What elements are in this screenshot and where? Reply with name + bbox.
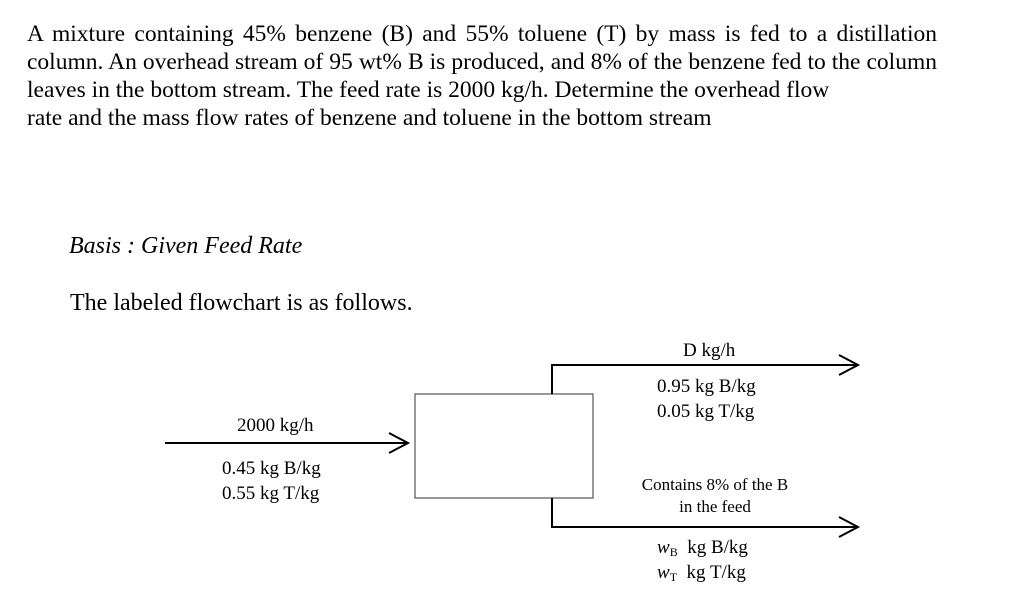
overhead-toluene-fraction: 0.05 kg T/kg — [657, 401, 755, 422]
bottom-toluene-subscript: T — [669, 570, 678, 584]
flowchart-intro: The labeled flowchart is as follows. — [70, 290, 413, 316]
feed-toluene-fraction: 0.55 kg T/kg — [222, 483, 320, 504]
bottom-benzene-fraction — [657, 536, 748, 564]
overhead-rate-label: D kg/h — [683, 340, 736, 361]
bottom-toluene-fraction — [657, 561, 746, 589]
problem-text-last-line: rate and the mass flow rates of benzene and toluene in the bottom stream — [27, 105, 712, 131]
bottom-note-line2: in the feed — [679, 497, 751, 516]
bottom-benzene-unit: kg B/kg — [687, 537, 748, 558]
overhead-benzene-fraction: 0.95 kg B/kg — [657, 376, 756, 397]
bottom-note-line1: Contains 8% of the B — [641, 475, 789, 494]
bottom-stream-note — [634, 474, 796, 518]
bottom-benzene-subscript: B — [669, 545, 678, 559]
bottom-toluene-unit: kg T/kg — [686, 562, 746, 583]
basis-line: Basis : Given Feed Rate — [69, 233, 303, 259]
distillation-column-box — [415, 394, 593, 498]
feed-benzene-fraction: 0.45 kg B/kg — [222, 458, 321, 479]
problem-text: A mixture containing 45% benzene (B) and 55% toluene (T) by mass is fed to a distillation column. An overhead stream of 95 wt% B is produced, and 8% of the benzene fed to the column leaves in the bottom stream. The feed rate is 2000 kg/h. Determine the overhead flow — [27, 21, 937, 103]
bottom-toluene-variable: w — [657, 562, 670, 583]
feed-rate-label: 2000 kg/h — [237, 415, 314, 436]
bottom-benzene-variable: w — [657, 537, 670, 558]
